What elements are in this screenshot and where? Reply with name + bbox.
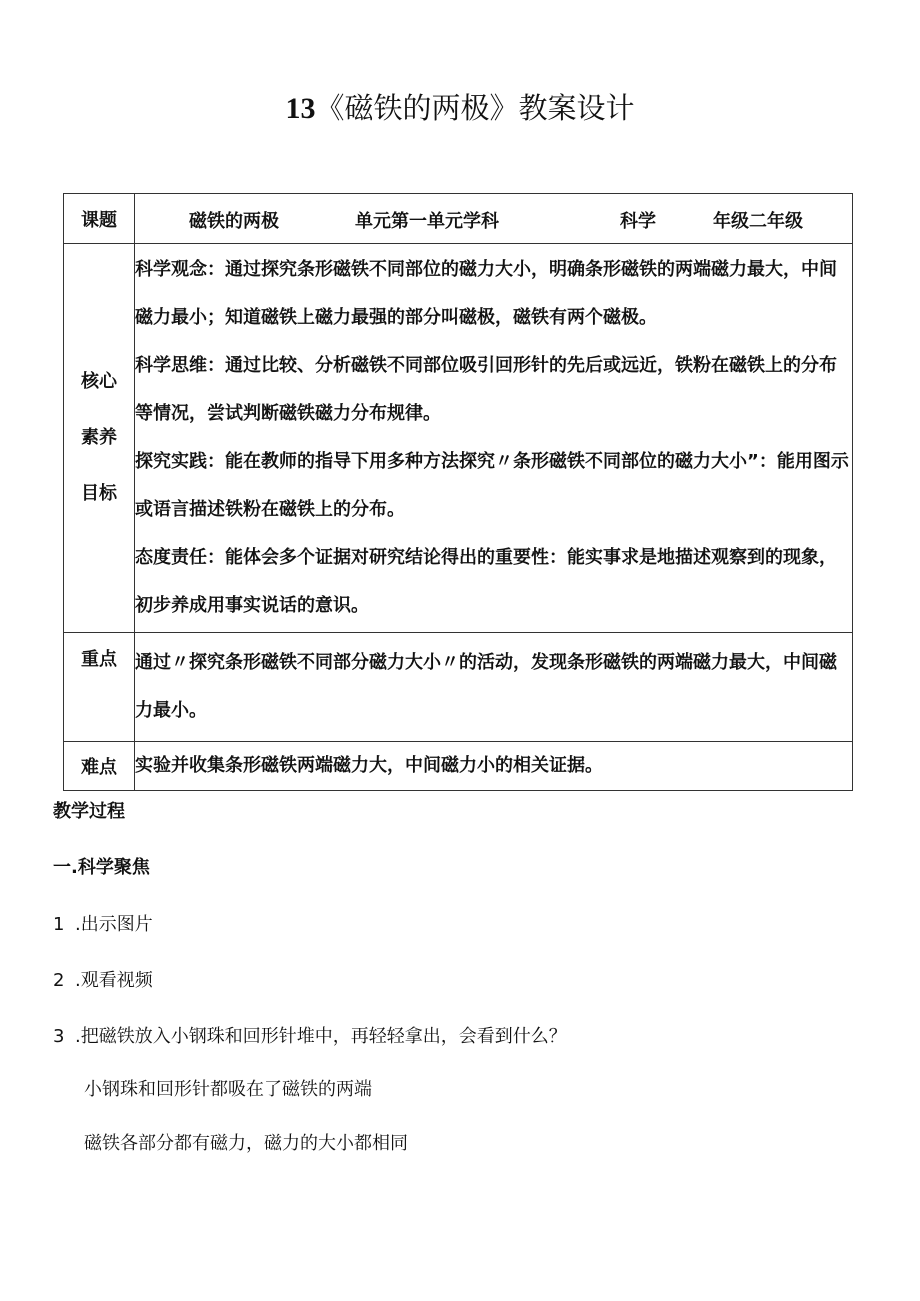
difficulty-label: 难点 xyxy=(64,742,135,791)
answer-option: 小钢珠和回形针都吸在了磁铁的两端 xyxy=(84,1079,372,1100)
goals-label-line: 核心 xyxy=(81,371,117,392)
goals-label xyxy=(64,244,135,633)
goal-item-concept: 科学观念：通过探究条形磁铁不同部位的磁力大小，明确条形磁铁的两端磁力最大，中间磁力最小；知道磁铁上磁力最强的部分叫磁极，磁铁有两个磁极。 xyxy=(135,259,837,328)
key-label: 重点 xyxy=(64,633,135,742)
goal-item-attitude: 态度责任：能体会多个证据对研究结论得出的重要性：能实事求是地描述观察到的现象，初步养成用事实说话的意识。 xyxy=(135,547,837,616)
step-item xyxy=(53,966,153,992)
goal-item-practice: 探究实践：能在教师的指导下用多种方法探究〃条形磁铁不同部位的磁力大小”：能用图示或语言描述铁粉在磁铁上的分布。 xyxy=(135,451,849,520)
goal-item-thinking: 科学思维：通过比较、分析磁铁不同部位吸引回形针的先后或远近，铁粉在磁铁上的分布等情况，尝试判断磁铁磁力分布规律。 xyxy=(135,355,837,424)
difficulty-content: 实验并收集条形磁铁两端磁力大，中间磁力小的相关证据。 xyxy=(135,742,853,791)
unit-value: 单元第一单元学科 xyxy=(355,211,499,232)
topic-row xyxy=(64,194,853,244)
lesson-info-table xyxy=(63,193,853,791)
difficulty-row xyxy=(64,742,853,791)
topic-value: 磁铁的两极 xyxy=(189,211,279,232)
step-text: .出示图片 xyxy=(75,914,153,935)
step-item xyxy=(53,1022,567,1048)
goals-label-line: 目标 xyxy=(81,483,117,504)
goals-row xyxy=(64,244,853,633)
step-number: 1 xyxy=(53,914,65,935)
section-heading-science-focus: 一.科学聚焦 xyxy=(53,857,150,878)
step-number: 2 xyxy=(53,970,65,991)
topic-details-cell xyxy=(135,194,853,244)
step-text: .把磁铁放入小钢珠和回形针堆中，再轻轻拿出，会看到什么？ xyxy=(75,1026,567,1047)
step-item xyxy=(53,910,153,936)
step-number: 3 xyxy=(53,1026,65,1047)
goals-label-line: 素养 xyxy=(81,427,117,448)
answer-option: 磁铁各部分都有磁力，磁力的大小都相同 xyxy=(84,1133,408,1154)
goals-content xyxy=(135,244,853,633)
process-heading: 教学过程 xyxy=(53,801,125,822)
grade-value: 年级二年级 xyxy=(713,211,803,232)
topic-label: 课题 xyxy=(64,194,135,244)
title-text: 《磁铁的两极》教案设计 xyxy=(315,91,635,125)
document-title xyxy=(0,86,920,131)
step-text: .观看视频 xyxy=(75,970,153,991)
subject-value: 科学 xyxy=(620,211,656,232)
key-content: 通过〃探究条形磁铁不同部分磁力大小〃的活动，发现条形磁铁的两端磁力最大，中间磁力最小。 xyxy=(135,633,853,742)
title-number: 13 xyxy=(285,92,316,125)
key-row xyxy=(64,633,853,742)
